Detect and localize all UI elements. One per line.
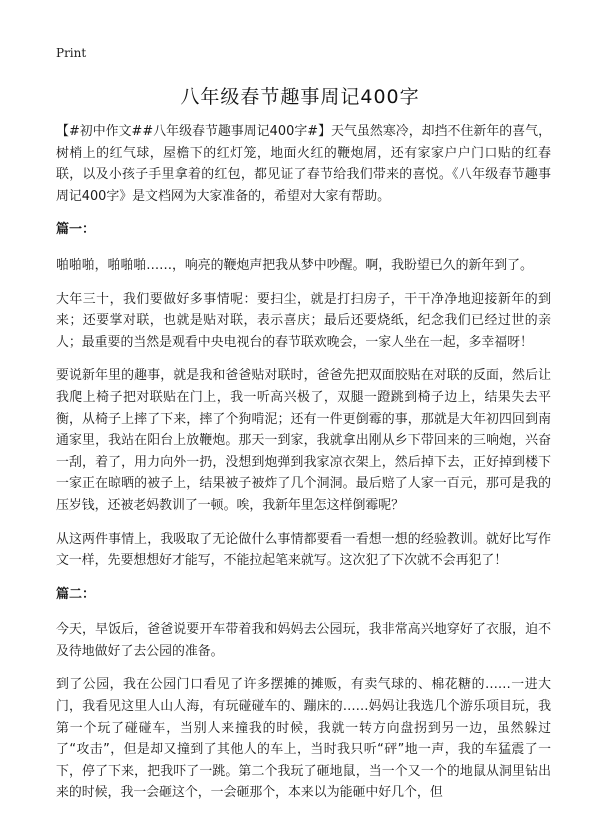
section-heading-2: 篇二：	[56, 586, 96, 602]
paragraph: 啪啪啪，啪啪啪……，响亮的鞭炮声把我从梦中吵醒。啊，我盼望已久的新年到了。	[56, 257, 533, 273]
article-body	[56, 121, 551, 816]
paragraph: 从这两件事情上，我吸取了无论做什么事情都要看一看想一想的经验教训。就好比写作文一样，先要想想好才能写，不能拉起笔来就写。这次犯了下次就不会再犯了！	[56, 531, 551, 569]
section-heading-1: 篇一：	[56, 222, 96, 238]
paragraph: 要说新年里的趣事，就是我和爸爸贴对联时，爸爸先把双面胶贴在对联的反面，然后让我爬上椅子把对联贴在门上，我一听高兴极了，双腿一蹬跳到椅子边上，结果失去平衡，从椅子上摔了下来，摔了个狗啃泥；还有一件更倒霉的事，那就是大年初四回到南通家里，我站在阳台上放鞭炮。那天一到家，我就拿出刚从乡下带回来的三响炮，兴奋一刮，着了，用力向外一扔，没想到炮弹到我家凉衣架上，然后掉下去，正好掉到楼下一家正在晾晒的被子上，结果被子被炸了几个洞洞。最后赔了人家一百元，那可是我的压岁钱，还被老妈教训了一顿。唉，我新年里怎这样倒霉呢？	[56, 368, 551, 513]
print-link[interactable]: Print	[56, 46, 87, 60]
intro-paragraph: 【#初中作文##八年级春节趣事周记400字#】天气虽然寒冷，却挡不住新年的喜气，树梢上的红气球，屋檐下的红灯笼，地面火红的鞭炮屑，还有家家户户门口贴的红春联，以及小孩子手里拿着的红包，都见证了春节给我们带来的喜悦。《八年级春节趣事周记400字》是文档网为大家准备的，希望对大家有帮助。	[56, 124, 551, 204]
paragraph: 大年三十，我们要做好多事情呢：要扫尘，就是打扫房子，干干净净地迎接新年的到来；还要掌对联，也就是贴对联，表示喜庆；最后还要烧纸，纪念我们已经过世的亲人；最重要的当然是观看中央电视台的春节联欢晚会，一家人坐在一起，多幸福呀！	[56, 291, 551, 350]
page-title: 八年级春节趣事周记400字	[180, 86, 420, 108]
paragraph: 到了公园，我在公园门口看见了许多摆摊的摊贩，有卖气球的、棉花糖的……一进大门，我看见这里人山人海，有玩碰碰车的、蹦床的……妈妈让我选几个游乐项目玩，我第一个玩了碰碰车，当别人来撞我的时候，我就一转方向盘拐到另一边，虽然躲过了“攻击”，但是却又撞到了其他人的车上，当时我只听“砰”地一声，我的车猛震了一下，停了下来，把我吓了一跳。第二个我玩了砸地鼠，当一个又一个的地鼠从洞里钻出来的时候，我一会砸这个，一会砸那个，本来以为能砸中好几个，但	[56, 677, 551, 801]
paragraph: 今天，早饭后，爸爸说要开车带着我和妈妈去公园玩，我非常高兴地穿好了衣服，迫不及待地做好了去公园的准备。	[56, 622, 551, 659]
